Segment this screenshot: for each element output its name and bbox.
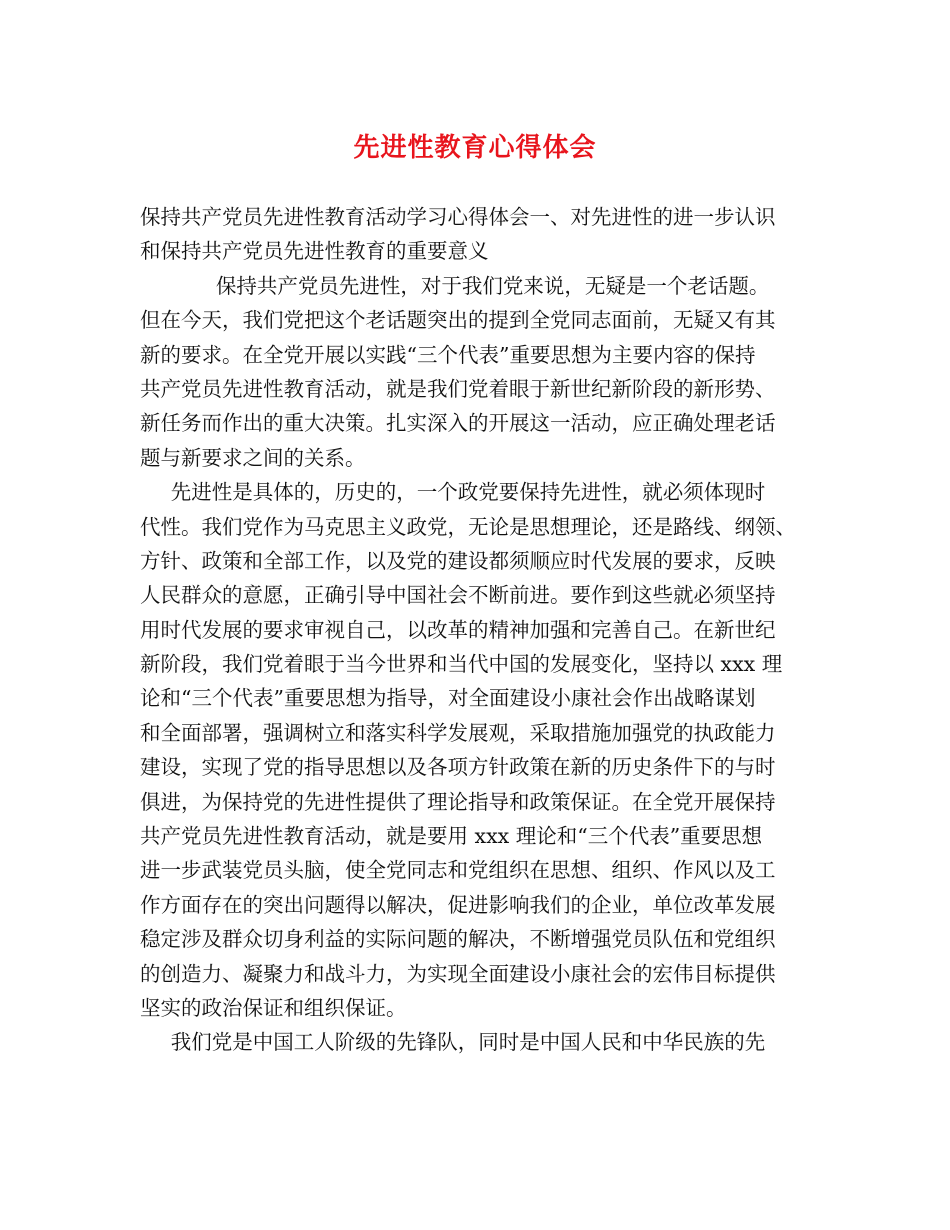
body-line: 题与新要求之间的关系。 — [140, 445, 366, 470]
body-line: 保持共产党员先进性，对于我们党来说，无疑是一个老话题。 — [215, 273, 770, 298]
body-line: 坚实的政治保证和组织保证。 — [140, 995, 407, 1020]
body-line: 和保持共产党员先进性教育的重要意义 — [140, 239, 489, 264]
body-line: 方针、政策和全部工作，以及党的建设都须顺应时代发展的要求，反映 — [140, 548, 776, 573]
body-line: 作方面存在的突出问题得以解决，促进影响我们的企业，单位改革发展 — [140, 892, 776, 917]
body-line: 俱进，为保持党的先进性提供了理论指导和政策保证。在全党开展保持 — [140, 789, 776, 814]
body-line: 但在今天，我们党把这个老话题突出的提到全党同志面前，无疑又有其 — [140, 308, 776, 333]
body-line: 共产党员先进性教育活动，就是要用 xxx 理论和“三个代表”重要思想 — [140, 824, 763, 849]
body-line: 稳定涉及群众切身利益的实际问题的解决，不断增强党员队伍和党组织 — [140, 927, 776, 952]
body-line: 代性。我们党作为马克思主义政党，无论是思想理论，还是路线、纲领、 — [140, 514, 796, 539]
body-line: 新的要求。在全党开展以实践“三个代表”重要思想为主要内容的保持 — [140, 342, 756, 367]
document-body — [140, 200, 820, 1060]
body-line: 论和“三个代表”重要思想为指导，对全面建设小康社会作出战略谋划 — [140, 686, 756, 711]
body-line: 新阶段，我们党着眼于当今世界和当代中国的发展变化，坚持以 xxx 理 — [140, 652, 783, 677]
body-line: 先进性是具体的，历史的，一个政党要保持先进性，就必须体现时 — [170, 480, 766, 505]
body-line: 我们党是中国工人阶级的先锋队，同时是中国人民和中华民族的先 — [170, 1030, 766, 1055]
body-line: 共产党员先进性教育活动，就是我们党着眼于新世纪新阶段的新形势、 — [140, 376, 776, 401]
body-line: 人民群众的意愿，正确引导中国社会不断前进。要作到这些就必须坚持 — [140, 583, 776, 608]
body-line: 进一步武装党员头脑，使全党同志和党组织在思想、组织、作风以及工 — [140, 858, 776, 883]
document-title: 先进性教育心得体会 — [353, 133, 597, 163]
body-line: 用时代发展的要求审视自己，以改革的精神加强和完善自己。在新世纪 — [140, 617, 776, 642]
body-line: 和全面部署，强调树立和落实科学发展观，采取措施加强党的执政能力 — [140, 720, 776, 745]
body-line: 建设，实现了党的指导思想以及各项方针政策在新的历史条件下的与时 — [140, 755, 776, 780]
body-line: 的创造力、凝聚力和战斗力，为实现全面建设小康社会的宏伟目标提供 — [140, 961, 776, 986]
body-line: 保持共产党员先进性教育活动学习心得体会一、对先进性的进一步认识 — [140, 205, 776, 229]
body-line: 新任务而作出的重大决策。扎实深入的开展这一活动，应正确处理老话 — [140, 411, 776, 436]
